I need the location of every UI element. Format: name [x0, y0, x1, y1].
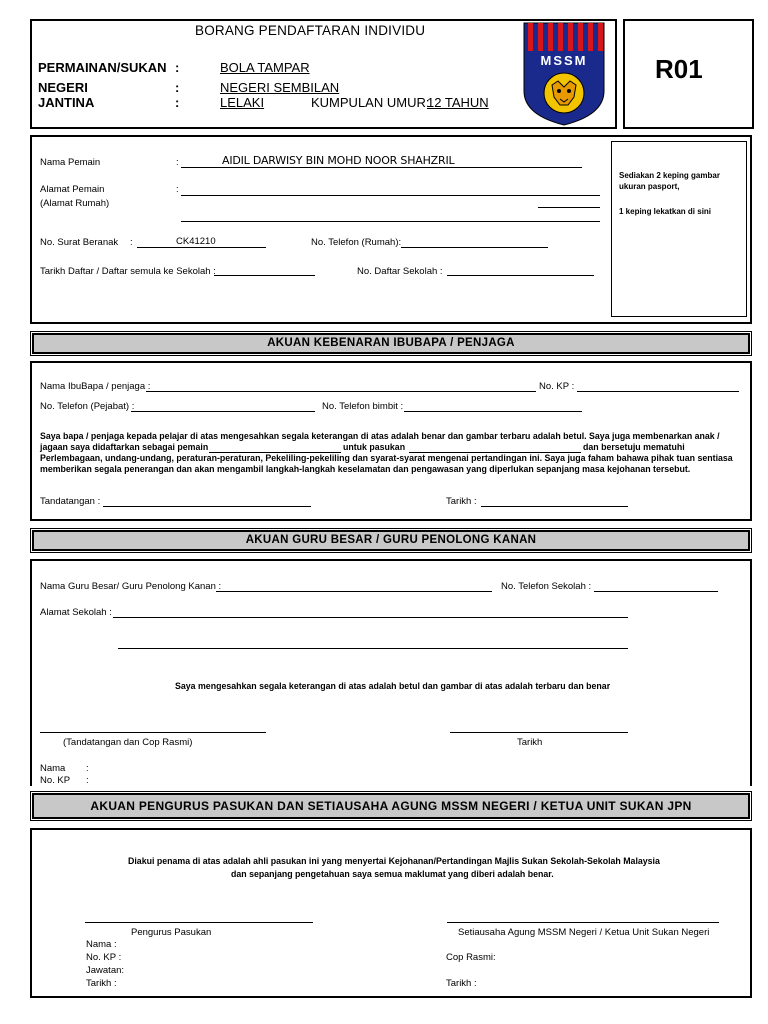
- guru-nama-field[interactable]: [216, 591, 492, 592]
- photo-instruction-2: ukuran pasport,: [619, 182, 680, 191]
- kumpulan-value: 12 TAHUN: [427, 95, 489, 110]
- alamat-sekolah-field-2[interactable]: [118, 648, 628, 649]
- manager-jawatan-label: Jawatan:: [86, 965, 125, 976]
- alamat-sekolah-label: Alamat Sekolah :: [40, 607, 112, 618]
- guru-tarikh-label: Tarikh: [517, 737, 543, 748]
- parent-statement-3: Perlembagaan, undang-undang, peraturan-peraturan, Pekeliling-pekeliling dan syarat-syarat mengenai pertandingan ini. Saya juga faham bahawa pihak tuan sentiasa: [40, 453, 733, 463]
- headmaster-heading: AKUAN GURU BESAR / GURU PENOLONG KANAN: [245, 534, 537, 546]
- tel-bimbit-label: No. Telefon bimbit :: [322, 401, 404, 412]
- photo-box: [611, 141, 747, 317]
- pengurus-signature-field[interactable]: [85, 922, 313, 923]
- permainan-colon: :: [175, 60, 180, 75]
- cop-rasmi-label: Cop Rasmi:: [446, 952, 496, 963]
- manager-tarikh-label: Tarikh :: [86, 978, 117, 989]
- parent-tarikh-field[interactable]: [481, 506, 628, 507]
- setiausaha-tarikh-label: Tarikh :: [446, 978, 477, 989]
- parent-statement-2a: jagaan saya didaftarkan sebagai pemain: [40, 442, 209, 452]
- alamat-pemain-sub: (Alamat Rumah): [40, 198, 110, 209]
- nama-pemain-label: Nama Pemain: [40, 157, 101, 168]
- parent-nama-field[interactable]: [146, 391, 536, 392]
- parent-statement-4: memberikan segala penerangan dan akan mengambil langkah-langkah keselamatan dan pengawasan yang diperlukan sepanjang masa kejohanan tersebut.: [40, 464, 691, 474]
- parent-heading: AKUAN KEBENARAN IBUBAPA / PENJAGA: [267, 337, 515, 349]
- form-title: BORANG PENDAFTARAN INDIVIDU: [195, 23, 426, 38]
- no-daftar-field[interactable]: [447, 275, 594, 276]
- telefon-rumah-label: No. Telefon (Rumah):: [311, 237, 402, 248]
- alamat-field-2[interactable]: [181, 221, 600, 222]
- alamat-sekolah-field-1[interactable]: [113, 617, 628, 618]
- manager-heading-bar: [32, 793, 750, 819]
- parent-statement-1: Saya bapa / penjaga kepada pelajar di atas mengesahkan segala keterangan di atas adalah benar dan gambar terbaru adalah betul. Saya juga membenarkan anak /: [40, 431, 720, 441]
- alamat-field-3[interactable]: [538, 207, 600, 208]
- parent-statement-2b: untuk pasukan: [343, 442, 406, 452]
- tel-sekolah-label: No. Telefon Sekolah :: [501, 581, 592, 592]
- telefon-rumah-field[interactable]: [401, 247, 548, 248]
- no-daftar-label: No. Daftar Sekolah :: [357, 266, 443, 277]
- parent-tandatangan-label: Tandatangan :: [40, 496, 101, 507]
- guru-tarikh-field[interactable]: [450, 732, 628, 733]
- surat-beranak-value: CK41210: [176, 236, 216, 247]
- form-code: R01: [655, 54, 703, 84]
- guru-kp-clip: [40, 775, 100, 784]
- parent-kp-field[interactable]: [577, 391, 739, 392]
- guru-tandatangan-label: (Tandatangan dan Cop Rasmi): [63, 737, 193, 748]
- manager-nama-label: Nama :: [86, 939, 117, 950]
- alamat-field-1[interactable]: [181, 195, 600, 196]
- permainan-label: PERMAINAN/SUKAN: [38, 60, 167, 75]
- guru-nama2-colon: :: [86, 763, 89, 774]
- kumpulan-label: KUMPULAN UMUR:: [311, 95, 430, 110]
- setiausaha-signature-field[interactable]: [447, 922, 719, 923]
- manager-statement-1: Diakui penama di atas adalah ahli pasukan ini yang menyertai Kejohanan/Pertandingan Majlis Sukan Sekolah-Sekolah Malaysia: [128, 856, 660, 866]
- parent-kp-label: No. KP :: [539, 381, 575, 392]
- parent-tarikh-label: Tarikh :: [446, 496, 477, 507]
- tarikh-daftar-label: Tarikh Daftar / Daftar semula ke Sekolah :: [40, 266, 216, 277]
- negeri-value: NEGERI SEMBILAN: [220, 80, 340, 95]
- tel-pejabat-field[interactable]: [131, 411, 315, 412]
- surat-beranak-field[interactable]: [137, 247, 266, 248]
- manager-box: [30, 828, 752, 998]
- tarikh-daftar-field[interactable]: [214, 275, 315, 276]
- photo-instruction-1: Sediakan 2 keping gambar: [619, 171, 720, 180]
- tel-bimbit-field[interactable]: [404, 411, 582, 412]
- setiausaha-label: Setiausaha Agung MSSM Negeri / Ketua Unit Sukan Negeri: [458, 927, 710, 938]
- alamat-colon: :: [176, 184, 179, 195]
- guru-kp-colon: :: [86, 775, 89, 784]
- headmaster-heading-bar: [32, 530, 750, 551]
- parent-heading-bar: [32, 333, 750, 354]
- guru-nama-label: Nama Guru Besar/ Guru Penolong Kanan :: [40, 581, 222, 592]
- tel-pejabat-label: No. Telefon (Pejabat) :: [40, 401, 135, 412]
- jantina-value: LELAKI: [220, 95, 265, 110]
- jantina-colon: :: [175, 95, 180, 110]
- tel-sekolah-field[interactable]: [594, 591, 718, 592]
- manager-statement-2: dan sepanjang pengetahuan saya semua maklumat yang diberi adalah benar.: [231, 869, 554, 879]
- guru-tandatangan-field[interactable]: [40, 732, 266, 733]
- permainan-value: BOLA TAMPAR: [220, 60, 310, 75]
- nama-pemain-field[interactable]: [181, 167, 582, 168]
- negeri-label: NEGERI: [38, 80, 88, 95]
- guru-nama2-label: Nama: [40, 763, 66, 774]
- parent-statement-2c: dan bersetuju mematuhi: [583, 442, 685, 452]
- guru-kp-label: No. KP: [40, 775, 71, 784]
- parent-tandatangan-field[interactable]: [103, 506, 311, 507]
- mssm-logo: [522, 21, 606, 127]
- alamat-pemain-label: Alamat Pemain: [40, 184, 105, 195]
- mssm-logo-text: MSSM: [540, 53, 588, 68]
- manager-kp-label: No. KP :: [86, 952, 122, 963]
- surat-beranak-label: No. Surat Beranak: [40, 237, 119, 248]
- surat-beranak-colon: :: [130, 237, 133, 248]
- jantina-label: JANTINA: [38, 95, 95, 110]
- pengurus-label: Pengurus Pasukan: [131, 927, 212, 938]
- headmaster-box: [30, 559, 752, 786]
- nama-pemain-value: AIDIL DARWISY BIN MOHD NOOR SHAHZRIL: [222, 154, 455, 167]
- photo-instruction-3: 1 keping lekatkan di sini: [619, 207, 712, 216]
- manager-heading: AKUAN PENGURUS PASUKAN DAN SETIAUSAHA AGUNG MSSM NEGERI / KETUA UNIT SUKAN JPN: [90, 799, 692, 813]
- nama-pemain-colon: :: [176, 157, 179, 168]
- parent-nama-label: Nama IbuBapa / penjaga :: [40, 381, 151, 392]
- headmaster-statement: Saya mengesahkan segala keterangan di atas adalah betul dan gambar di atas adalah terbaru dan benar: [175, 681, 611, 691]
- negeri-colon: :: [175, 80, 180, 95]
